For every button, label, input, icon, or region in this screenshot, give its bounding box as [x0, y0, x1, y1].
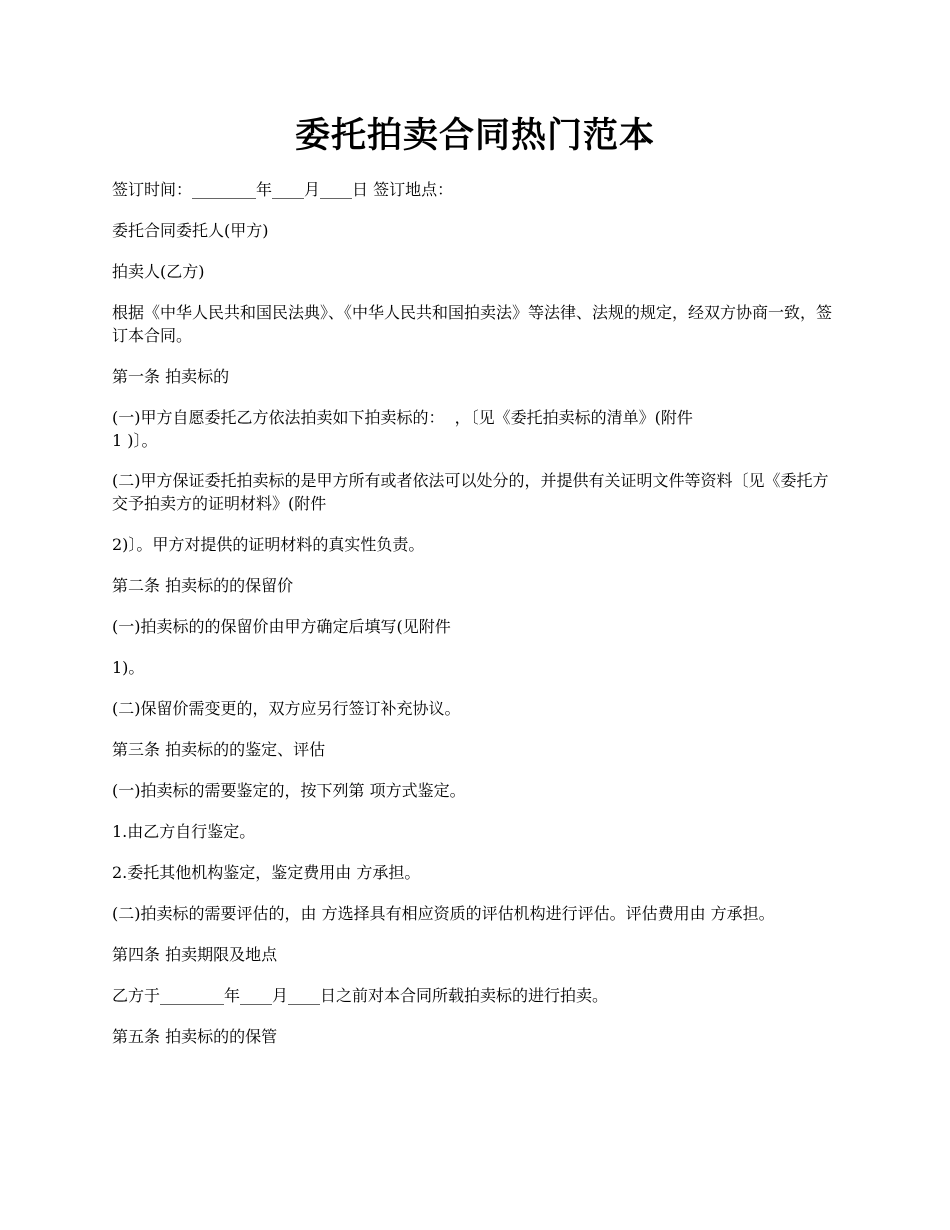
article-heading: 第二条 拍卖标的的保留价	[112, 576, 294, 595]
clause-paragraph: (二)保留价需变更的，双方应另行签订补充协议。	[112, 699, 461, 718]
document-title: 委托拍卖合同热门范本	[294, 115, 655, 156]
clause-paragraph: (一)甲方自愿委托乙方依法拍卖如下拍卖标的： ，〔见《委托拍卖标的清单》(附件 1 )〕。	[112, 408, 693, 450]
clause-paragraph: 1)。	[112, 658, 145, 677]
party-a-line: 委托合同委托人(甲方)	[112, 221, 269, 240]
preamble-paragraph: 根据《中华人民共和国民法典》、《中华人民共和国拍卖法》等法律、法规的规定，经双方协商一致，签订本合同。	[112, 303, 833, 345]
signing-info: 签订时间：________年____月____日 签订地点：	[112, 180, 454, 199]
clause-paragraph: 2.委托其他机构鉴定，鉴定费用由 方承担。	[112, 863, 421, 882]
clause-paragraph: (一)拍卖标的需要鉴定的，按下列第 项方式鉴定。	[112, 781, 466, 800]
clause-paragraph: 1.由乙方自行鉴定。	[112, 822, 256, 841]
document-body	[112, 178, 842, 1048]
article-heading: 第四条 拍卖期限及地点	[112, 945, 278, 964]
clause-paragraph: (一)拍卖标的的保留价由甲方确定后填写(见附件	[112, 617, 451, 636]
clause-paragraph: (二)甲方保证委托拍卖标的是甲方所有或者依法可以处分的，并提供有关证明文件等资料〔见《委托方交予拍卖方的证明材料》(附件	[112, 471, 829, 513]
article-heading: 第五条 拍卖标的的保管	[112, 1027, 278, 1046]
clause-paragraph: 乙方于________年____月____日之前对本合同所载拍卖标的进行拍卖。	[112, 986, 609, 1005]
clause-paragraph: (二)拍卖标的需要评估的，由 方选择具有相应资质的评估机构进行评估。评估费用由 方承担。	[112, 904, 775, 923]
clause-paragraph: 2)〕。甲方对提供的证明材料的真实性负责。	[112, 535, 425, 554]
article-heading: 第一条 拍卖标的	[112, 367, 230, 386]
article-heading: 第三条 拍卖标的的鉴定、评估	[112, 740, 326, 759]
party-b-line: 拍卖人(乙方)	[112, 262, 205, 281]
